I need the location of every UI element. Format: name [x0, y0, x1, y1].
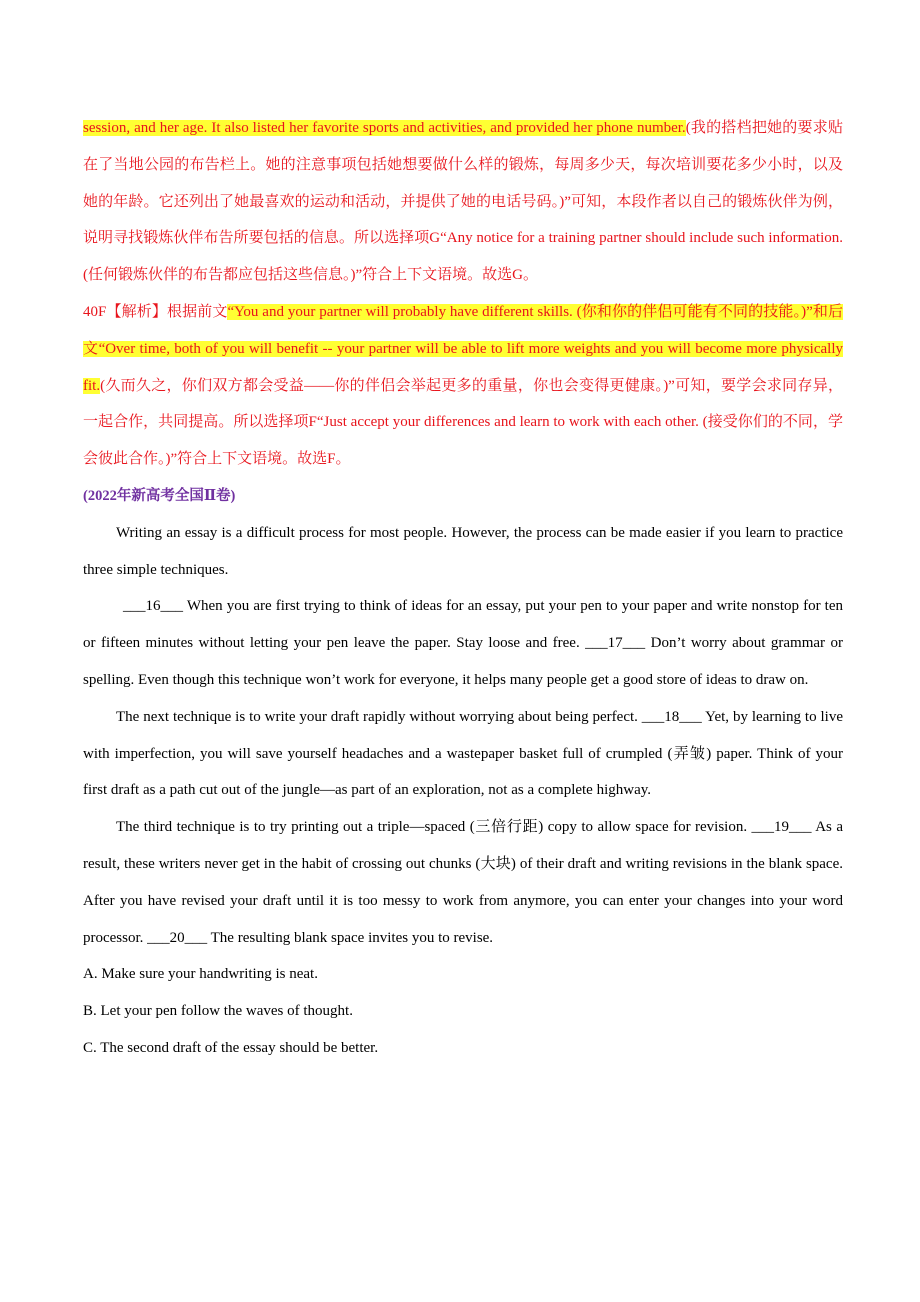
answer-40-analysis: (久而久之，你们双方都会受益——你的伴侣会举起更多的重量，你也会变得更健康。)”可知，要学会求同存异，一起合作，共同提高。所以选择项F“Just accept your differences and learn to work with each other. (接受你们的不同，学会彼此合作。)”符合上下文语境。故选F。: [83, 377, 843, 468]
quoted-context-text: “You and your partner will probably have different skills. (你和你的伴侣可能有不同的技能。)”和后文“Over time, both of you will benefit -- your partner will be able to lift more weights and you will become more physically fit.: [83, 303, 843, 394]
passage-paragraph-3: The next technique is to write your draft rapidly without worrying about being perfect. ___18___ Yet, by learning to live with imperfection, you will save yourself headaches and a wastepaper basket full of crumpled (弄皱) paper. Think of your first draft as a path cut out of the jungle—as part of an exploration, not as a complete highway.: [83, 708, 843, 799]
option-b: B. Let your pen follow the waves of thought.: [83, 1003, 353, 1020]
option-c: C. The second draft of the essay should be better.: [83, 1039, 379, 1056]
passage-paragraph-4: The third technique is to try printing out a triple—spaced (三倍行距) copy to allow space for revision. ___19___ As a result, these writers never get in the habit of crossing out chunks (大块) of their draft and writing revisions in the blank space. After you have revised your draft until it is too messy to work from anymore, you can enter your changes into your word processor. ___20___ The resulting blank space invites you to revise.: [83, 819, 843, 946]
answer-40-explanation: [83, 294, 843, 478]
answer-39-analysis: (我的搭档把她的要求贴在了当地公园的布告栏上。她的注意事项包括她想要做什么样的锻炼，每周多少天，每次培训要花多少小时，以及她的年龄。它还列出了她最喜欢的运动和活动，并提供了她的电话号码。)”可知，本段作者以自己的锻炼伙伴为例，说明寻找锻炼伙伴布告所要包括的信息。所以选择项G“Any notice for a training partner should include such information. (任何锻炼伙伴的布告都应包括这些信息。)”符合上下文语境。故选G。: [83, 120, 843, 284]
quoted-original-text: session, and her age. It also listed her favorite sports and activities, and provided her phone number.: [83, 120, 686, 136]
passage-paragraph-1: Writing an essay is a difficult process for most people. However, the process can be made easier if you learn to practice three simple techniques.: [83, 524, 843, 578]
answer-39-explanation: [83, 110, 843, 294]
passage-paragraph-2: ___16___ When you are first trying to think of ideas for an essay, put your pen to your paper and write nonstop for ten or fifteen minutes without letting your pen leave the paper. Stay loose and free. ___17___ Don’t worry about grammar or spelling. Even though this technique won’t work for everyone, it helps many people get a good store of ideas to draw on.: [83, 598, 843, 688]
document-page: [83, 110, 843, 1067]
option-a: A. Make sure your handwriting is neat.: [83, 966, 318, 983]
answer-40-prefix: 40F【解析】根据前文: [83, 303, 228, 320]
section-heading: (2022年新高考全国Ⅱ卷): [83, 487, 236, 504]
